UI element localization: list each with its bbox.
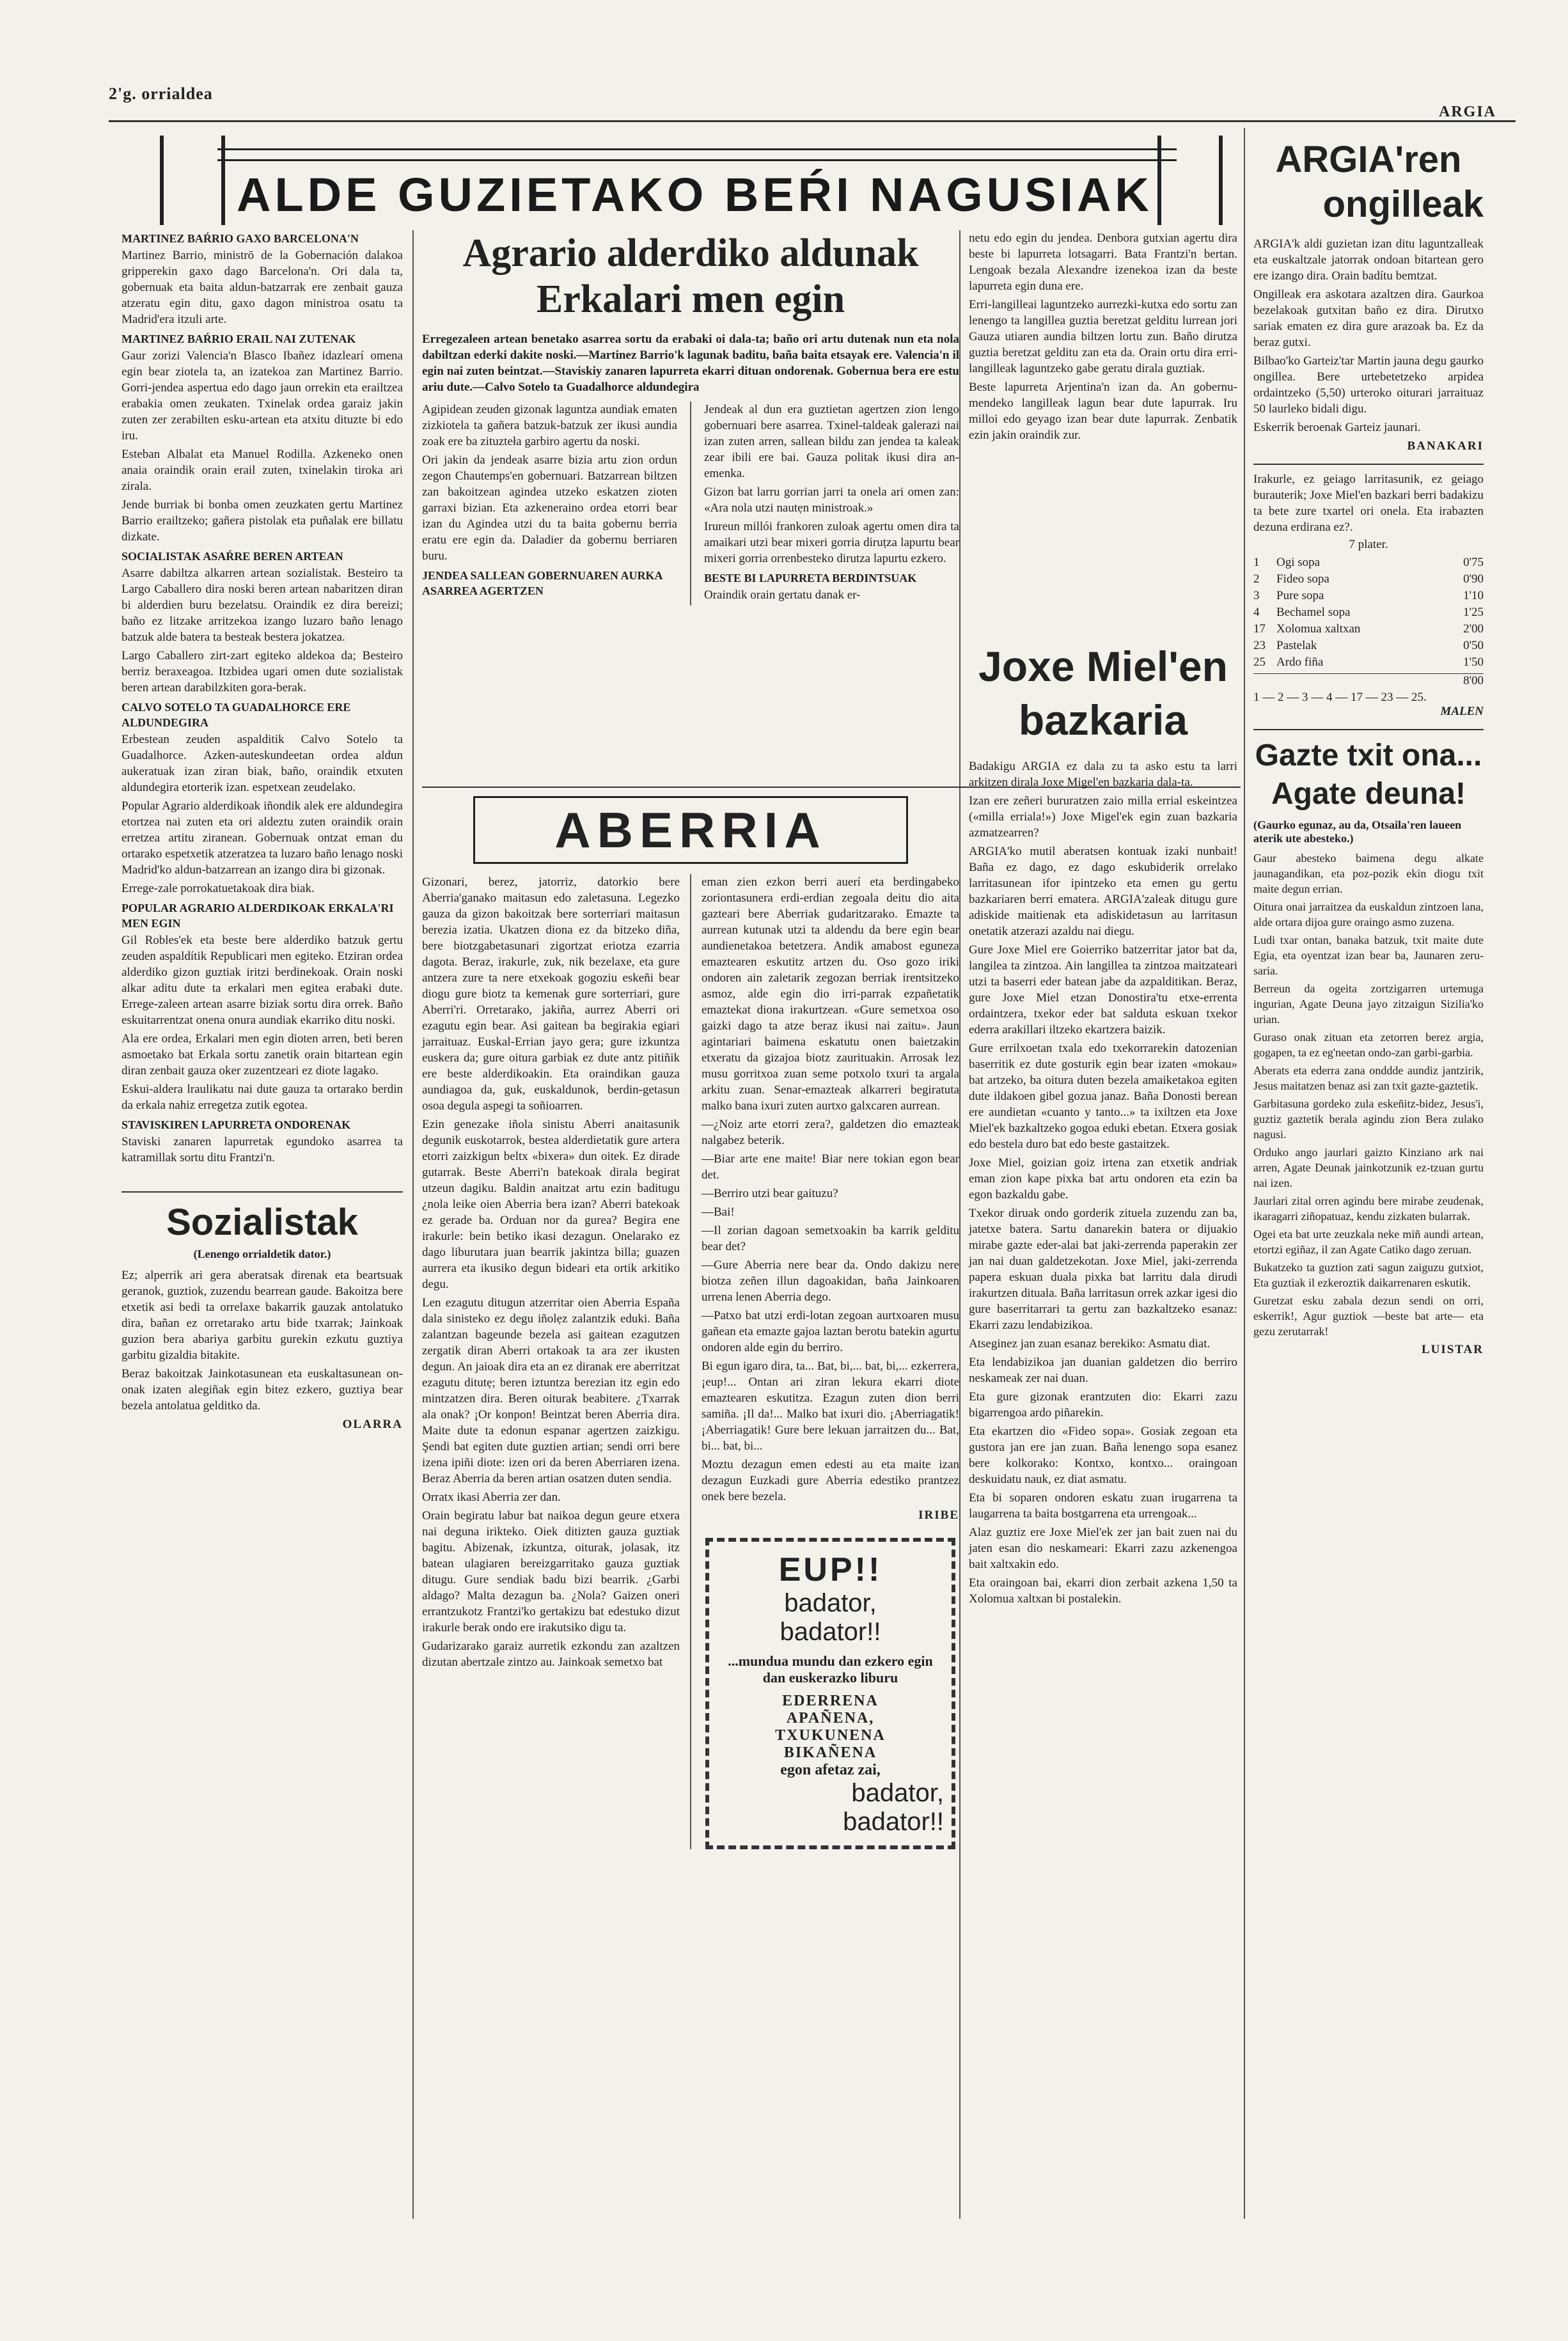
ad-line: badator, (851, 1779, 944, 1807)
verse: Oitura onai jarraitzea da euskaldun zintzoen lana, alde ortara dijoa gure oraingo asmo zuzena. (1253, 900, 1484, 928)
heading-popular-agrario: POPULAR AGRARIO ALDERDIKOAK ERKALA'RI MEN EGIN (122, 902, 394, 930)
aberria-columns (422, 874, 959, 1849)
column-4-top (969, 230, 1237, 446)
verse: Berreun da ogeita zortzigarren urtemuga ingurian, Agate Deuna jayo zitzaigun Sizilia'ko urian. (1253, 982, 1484, 1026)
menu-title: 7 plater. (1349, 538, 1388, 551)
menu-total: 8'00 (1253, 673, 1484, 688)
paragraph: Eskerrik beroenak Garteiz jaunari. (1253, 421, 1421, 434)
paragraph: —Biar arte ene maite! Biar nere tokian egon bear det. (702, 1152, 959, 1182)
paragraph: Orratx ikasi Aberria zer dan. (422, 1491, 561, 1504)
sozialistak-title: Sozialistak (166, 1202, 358, 1243)
menu-price: 2'00 (1463, 622, 1484, 636)
paragraph: Bilbao'ko Garteiz'tar Martin jauna degu gaurko ongillea. Bere urtebetetzeko arpidea ordaintzeko (5,50) urteroko oiturari jarraituaz 50 laurleko bidali digu. (1253, 354, 1484, 416)
agrario-right (704, 402, 959, 606)
joxe-miel-article (969, 639, 1237, 1609)
aberria-col-1 (422, 874, 680, 1849)
page-label: 2'g. orrialdea (109, 84, 213, 103)
paragraph: Jende burriak bi bonba omen zeuzkaten gertu Martinez Barrio erailtzeko; gañera pistolak eta puñalak ere billatu dizkate. (122, 498, 403, 544)
column-1 (122, 227, 403, 1432)
menu-num: 2 (1253, 572, 1260, 586)
agrario-title-1: Agrario alderdiko aldunak (462, 231, 919, 275)
aberria-article (422, 796, 959, 1849)
paragraph: eman zien ezkon berri auerí eta berdingabeko zoriontasunera erdi-erdian zegoala deitu dio aita gazteari bere Aberriak gudaritzarako. Emazte ta aurrean kutunak utzi ta aldendu da bere egin bear aundienetakoa betetzera. Andik amabost eguneza emaztearen eskutitz artzen du. Oso gozo iriki ondoren ain zaletarik zegozan berriak irentsitzeko asmoz, alde egin dio irri-parrak ezpañetatik emaztekat diona irakurtzean. «Gure semetxoa oso gaizki dago ta atze beraz ikusi nai zaitu». Jaun agintariari baimena eskatutu onen baietzakin etxeratu da gizajoa biotz zaurituakin. Arrosak lez musu gorritxoa zuan seme potxolo txuri ta argala arkitu zuan. Senar-emazteak alkarreri begiratuta malko bana ixuri zuten aurtxo galxcaren aurrean. (702, 875, 959, 1113)
paragraph: Staviski zanaren lapurretak egundoko asarrea ta katramillak sortu ditu Frantzi'n. (122, 1135, 403, 1164)
paragraph: —Patxo bat utzi erdi-lotan zegoan aurtxoaren musu gañean eta emazte gajoa laztan berotu batekin agurtu ondoren alde egin du berriro. (702, 1309, 959, 1354)
ad-body: ...mundua mundu dan ezkero egin dan euskerazko liburu (728, 1653, 933, 1686)
menu-num: 23 (1253, 639, 1266, 652)
paragraph: Eta lendabizikoa jan duanian galdetzen dio berriro neskameak zer nai duan. (969, 1356, 1237, 1385)
banner-lines (217, 148, 1177, 161)
menu-item-name: Pastelak (1276, 639, 1317, 652)
column-rule (1244, 128, 1245, 2219)
paragraph: Ezin genezake iñola sinistu Aberri anaitasunik degunik euskotarrok, bestea alderdietatik gure artera etorri zaizkigun beltx «bixera» dun oitek. Ez dirade gutarrak. Beste Aberri'n batekoak dirala begirat utzeun dagiku. Baldin anaitzat artu ezin baditugu ¿nola leike oien Aberria bera izan? Aberri batekoak ez gerade ba. Orduan nor da gurea? Begira ene irakurle: bein betiko ikasi dezagun. Onelarako ez dago liburutara juan bearrik jakintza billa; guazen aurrera eta ikusiko degun bideari eta ortik arkitiko degu. (422, 1118, 680, 1291)
banner-ornament-right-icon (1157, 136, 1223, 225)
menu-price: 1'50 (1463, 655, 1484, 669)
eup-advert (705, 1538, 955, 1849)
paragraph: Joxe Miel, goizian goiz irtena zan etxetik andriak eman zion kape pixka bat artu ondoren eta ezin ba egon bazkaldu gabe. (969, 1156, 1237, 1202)
paragraph: Gizon bat larru gorrian jarri ta onela ari omen zan: «Ara nola utzi nautẹn ministroak.» (704, 485, 959, 515)
paragraph: —Bai! (702, 1205, 735, 1219)
signature: OLARRA (342, 1418, 403, 1431)
paragraph: Ez; alperrik ari gera aberatsak direnak eta beartsuak geranok, guztiok, zuzendu bearrean gaude. Bakoitza bere etxetik asi bedi ta orrelaxe bakarrik gauzak antolatuko dira, bañan ez orretarako artu bide txarrak; Jainkoak guzion bera abariya garbitu gurekin ezkutu guztiya garbitu gizaldia bitakite. (122, 1269, 403, 1362)
heading-beste-bi: BESTE BI LAPURRETA BERDINTSUAK (704, 572, 917, 584)
aberria-title: ABERRIA (473, 796, 908, 864)
menu-seq: 1 — 2 — 3 — 4 — 17 — 23 — 25. (1253, 691, 1427, 704)
heading-martinez-erail: MARTINEZ BAŔRIO ERAIL NAI ZUTENAK (122, 333, 356, 345)
paragraph: ARGIA'ko mutil aberatsen kontuak izaki nunbait! Baña ez dago, ez dago eskubiderik orrelako larritasunean ifor ipintzeko eta emen gu gertu bazkariaren berri ematera. ARGIA'zaleak ditugu gure adiskide maitienak eta adiskidetasun au larritasun onetatik atzerazi azaldu nai diegu. (969, 845, 1237, 938)
ongilleak-title-2: ongilleak (1322, 184, 1484, 225)
verse: Guretzat esku zabala dezun sendi on orri, eskerrik!, Agur guztiok —beste bat arte— eta gezu zerutarrak! (1253, 1294, 1484, 1338)
paragraph: Ala ere ordea, Erkalari men egin dioten arren, beti beren asmoetako bat Erkala sortu zanetik orain bitartean egin diran zenbait gauza oker zuzentzeari ez diote lagako. (122, 1032, 403, 1077)
menu-item-name: Ardo fiña (1276, 655, 1324, 669)
menu-item-name: Xolomua xaltxan (1276, 622, 1361, 636)
aberria-col-2 (702, 874, 959, 1849)
header-rule (109, 120, 1516, 122)
verse: Ludi txar ontan, banaka batzuk, txit maite dute Egia, eta oyentzat izan bear ba, Jaunaren zeru-saria. (1253, 934, 1484, 977)
paragraph: —Berriro utzi bear gaituzu? (702, 1187, 838, 1200)
menu-row (1253, 604, 1484, 621)
ad-line: EDERRENA (782, 1693, 879, 1709)
verse: Gaur abesteko baimena degu alkate jaunagandikan, eta poz-pozik ekin diogu txit maite degun errian. (1253, 852, 1484, 895)
paragraph: Ori jakin da jendeak asarre bizia artu zion ordun zegon Chautemps'en gobernuari. Batzarrean biltzen zan bakoitzean agindea utzeko eskatzen zioten garraxi bizian. Eta azkeneraino ordea etorri bear izan du Agindea utzi du ta baita gobernu berria eratu ere egin da. Daladier da gobernu berriaren buru. (422, 453, 677, 563)
paragraph: Errege-zale porrokatuetakoak dira biak. (122, 882, 315, 895)
ad-line: badator, (784, 1589, 877, 1617)
paragraph: Irakurle, ez geiago larritasunik, ez geiago burauterik; Joxe Miel'en bazkari berri badakizu ta bete zure txartel ori onela. Eta irabazten dezuna erdirana ez?. (1253, 473, 1484, 534)
heading-calvo-sotelo: CALVO SOTELO TA GUADALHORCE ERE ALDUNDEGIRA (122, 701, 351, 729)
menu-price: 0'50 (1463, 639, 1484, 652)
paragraph: Erbestean zeuden aspalditik Calvo Sotelo ta Guadalhorce. Azken-auteskundeetan ordea aldun aukeratuak izan ziran biak, baño, oraindik etxuten aldundegira etorterik izan. espetxean zeudelako. (122, 733, 403, 794)
ad-line: TXUKUNENA (775, 1727, 886, 1744)
sozialistak-subtitle: (Lenengo orrialdetik dator.) (193, 1248, 331, 1260)
paragraph: Esteban Albalat eta Manuel Rodilla. Azkeneko onen anaia oraindik orain erail zuten, txinelakin tiroka ari zirala. (122, 448, 403, 493)
paragraph: Beraz bakoitzak Jainkotasunean eta euskaltasunean on-onak izaten alegiñak egin bitez ezkero, guztiya bear bezela antolatua gelditko da. (122, 1367, 403, 1413)
column-rule (690, 874, 691, 1849)
paragraph: Popular Agrario alderdikoak iñondik alek ere aldundegira etortzea nai zuten eta ori aldeztu zuten oraindik orain erretzea artitu ziranean. Gobernuak ontzat eman du ortarako espetxetik atzeratzea ta luzaro baño lenago noski Madrid'ko aldun-batzarrean an izango dira bi gizonak. (122, 799, 403, 877)
joxe-title-1: Joxe Miel'en (978, 643, 1228, 690)
ad-line: egon afetaz zai, (780, 1762, 881, 1778)
paragraph: Ongilleak era askotara azaltzen dira. Gaurkoa bezelakoak gutxitan baño ez dira. Dirutxo sariak ematen ez dira gure arazoak ba. Ez da beraz gutxi. (1253, 288, 1484, 349)
paragraph: ARGIA'k aldi guzietan izan ditu laguntzalleak eta euskaltzale jatorrak ondoan bitartean gero ere izango dira. Orain badítu bemtzat. (1253, 237, 1484, 283)
menu-price: 0'75 (1463, 556, 1484, 569)
paragraph: Izan ere zeñeri bururatzen zaio milla errial eskeintzea («milla erriala!») Joxe Migel'ek egin zuan bazkaria azmatzearren? (969, 794, 1237, 840)
paragraph: Eta gure gizonak erantzuten dio: Ekarri zazu bigarrengoa ardo piñarekin. (969, 1390, 1237, 1420)
paragraph: Beste lapurreta Arjentina'n izan da. An gobernu-mendeko langilleak lagun bear dute lapurrak. Iru milloi edo geyago izan bear dute lapurrak. Zenbatik ezin jakin oraindik zur. (969, 380, 1237, 442)
paragraph: Asarre dabiltza alkarren artean sozialistak. Besteiro ta Largo Caballero dira noski beren artean nabaritzen diran bi alderdien buru bezelatsu. Oraindik ez dira bereizi; baño ez litzake arritzekoa izango luzaro baño lenago batzuk alde batera ta besteak bestera jokatzea. (122, 567, 403, 644)
sozialistak-box (122, 1191, 403, 1432)
paragraph: Gure errilxoetan txala edo txekorrarekin datozenian baserritik ez dute gosturik egin bear izaten «mokau» bat artzeko, ba oitura duten bezela amaiketakoa egiten dute ildakoen gibel gozua janaz. Baña Donosti berean ere aundietan «cuanto y tanto...» ta ixiltzen eta Joxe Miel'ek bazkaltzeko gogoa eduki ebetan. Etxera gosiak edo bestela duro bat edo beste gastaitzek. (969, 1042, 1237, 1151)
gazte-subtitle: (Gaurko egunaz, au da, Otsaila'ren laueen aterik ute abesteko.) (1253, 818, 1462, 845)
menu-row (1253, 588, 1484, 604)
paragraph: —Gure Aberria nere bear da. Ondo dakizu nere biotza zeñen illun dagoakidan, baña Jainkoaren urrena lenen Aberria dego. (702, 1258, 959, 1304)
ad-line: BIKAÑENA (783, 1744, 877, 1761)
joxe-title-2: bazkaria (1018, 696, 1188, 744)
heading-martinez-gaxo: MARTINEZ BAŔRIO GAXO BARCELONA'N (122, 232, 359, 245)
ad-title: EUP!! (778, 1551, 882, 1588)
paragraph: Bi egun igaro dira, ta... Bat, bi,... bat, bi,... ezkerrera, ¡eup!... Ontan ari ziran lekura ekarri diote emaztearen eskutitza. Ezagun zuten dion berri samiña. ¡Il da!... Malko bat ixuri dio. ¡Aberriagatik! ¡Aberriagatik! Gure bere lekuan jarraitzen du... Bat, bi... bat, bi... (702, 1359, 959, 1453)
agrario-lead: Erregezaleen artean benetako asarrea sortu da erabaki oi dala-ta; baño ori artu dutenak nun eta nola dabiltzan ederki dakite noski.—Martinez Barrio'k lagunak baditu, baña baita etsayak ere. Valencia'n il egin nai zuten beintzat.—Staviskiy zanaren lapurreta ekarri dituan ondorenak. Gobernua bera ere estu ariu dute.—Calvo Sotelo ta Guadalhorce aldundegira (422, 333, 959, 394)
menu-item-name: Pure sopa (1276, 589, 1324, 602)
paragraph: Martinez Barrio, ministrō de la Gobernación dalakoa gripperekin gaxo dago Barcelona'n. Ori dala ta, gobernuak eta baita aldun-batzarrak ere zenbait gauza atzeratu egin ditu, gaxo dagon ministroa osatu ta Madrid'era itzuli arte. (122, 249, 403, 326)
paragraph: Len ezagutu ditugun atzerritar oien Aberria España dala sinisteko ez degu iñolẹz zalantzik eduki. Baña zalantzan bageunde bezela asi gaitean ezagutzen zergatik diran Aberri ortakoak ta ara zer ikusten degun. An jaioak dira eta an ez diranak ere aberritzat ezagutu ditutẹ; beren iztuntza berezian itz egin edo mintzatzen dira. Beren oiturak beabitere. ¿Txarrak ala onak? ¡Or konpon! Beintzat beren Aberria dira. Maite dute ta edonun espanar agertzen zaizkigu. Şendi bat egiten dute guztien artian; sendi orri bere izena ipiñi diote: izen ori da beren Aberriaren izena. Beraz Aberria da beren artian osatzen duten sendia. (422, 1296, 680, 1485)
gazte-title-1: Gazte txit ona... (1255, 739, 1482, 772)
paragraph: —¿Noiz arte etorri zera?, galdetzen dio emazteak nalgabez beterik. (702, 1118, 959, 1147)
paragraph: Orain begiratu labur bat naikoa degun geure etxera nai deguna irikteko. Oiek ditizten gauza guztiak bagitu. Abizenak, izkuntza, oiturak, jolasak, itz batean ulagiaren bereizgarritako gauza guztiak ditugu. Gure sendiak badu bizi bearrik. ¿Garbi aldago? Malta dezagun ba. ¿Nola? Gaizen oneri errantzukotz Frantzi'ko gertakizu bat edestuko dizut irakurle berak ondo ere irakutsiko digu ta. (422, 1509, 680, 1634)
paragraph: Moztu dezagun emen edesti au eta maite izan dezagun Euzkadi gure Aberria edestiko prantzez onek bere bezela. (702, 1458, 959, 1503)
paragraph: Agipidean zeuden gizonak laguntza aundiak ematen zizkiotela ta gañera batzuk-batzuk zer ikusi aundia zoak ere ba zituzteła garbiro agertu da noski. (422, 403, 677, 448)
heading-socialistak: SOCIALISTAK ASAŔRE BEREN ARTEAN (122, 550, 343, 563)
paragraph: Irureun millói frankoren zuloak agertu omen dira ta amaikari utzi bear mixeri gorria diruṭza lapurtu bear mixeri gorria orrenbesteko dirutza lapurtu ezkero. (704, 520, 959, 565)
banner-title: ALDE GUZIETAKO BEŔI NAGUSIAK (237, 168, 1153, 221)
signature: IRIBE (918, 1508, 959, 1522)
ad-line: badator!! (843, 1808, 944, 1836)
ongilleak-title-1: ARGIA'ren (1275, 139, 1462, 180)
ad-line: APAÑENA, (786, 1710, 875, 1726)
heading-staviski: STAVISKIREN LAPURRETA ONDORENAK (122, 1118, 351, 1131)
paragraph: Largo Caballero zirt-zart egiteko aldekoa da; Besteiro berriz beraxeagoa. Itzbidea ugari omen dute sozialistak beren artean darabilzkiten gora-berak. (122, 649, 403, 694)
verse: Aberats eta ederra zana onddde aundiz jantzirik, Jesus maitatzen benaz asi zan txit gazte-gaztetik. (1253, 1064, 1484, 1092)
paragraph: Txekor diruak ondo gorderik zituela zuzendu zan ba, jatetxe batera. Sartu danarekin batera or dijuakio mirabe gazte eder-alai bat jaki-zerrenda paperakin zer jan nai duan galdetzekotan. Joxe Miel, jaki-zerrenda papera eskuan duala pixka bat larritu dala dirudi irakurtzen dituala. Baña larritasun orrek azkar igesi dio gure baserritarrari ta gertu zan bazkaltzeko esanaz: Ekarri zazu lendabizikoa. (969, 1207, 1237, 1332)
paragraph: Eta ekartzen dio «Fideo sopa». Gosiak zegoan eta gustora jan ere jan zuan. Baña lenengo sopa esanez bere kolkorako: Kontxo, kontxo... oraingoan deskuidatu nauk, ez diat asmatu. (969, 1425, 1237, 1486)
menu-row (1253, 554, 1484, 571)
divider (1253, 729, 1484, 730)
paragraph: Eta oraingoan bai, ekarri dion zerbait azkena 1,50 ta Xolomua xaltxan bi postalekin. (969, 1576, 1237, 1606)
paragraph: —Il zorian dagoan semetxoakin ba karrik gelditu bear det? (702, 1224, 959, 1253)
agrario-article (422, 230, 959, 606)
signature: MALEN (1440, 705, 1484, 718)
paper-name: ARGIA (1439, 104, 1497, 120)
column-rule (412, 230, 414, 2219)
verse: Guraso onak zituan eta zetorren berez argia, gogapen, ta ez eg'neetan ondo-zan garbi-garbia. (1253, 1031, 1484, 1059)
verse: Orduko ango jaurlari gaizto Kinziano ark nai arren, Agate Deunak jainkotzunik ez-tzuan gurtu nai izen. (1253, 1146, 1484, 1189)
paragraph: Jendeak al dun era guztietan agertzen zion lengo gobernuari bere asarrea. Txinel-taldeak galerazi nai izan zuten arren, sallean bildu zan jendea ta kaleak zear ibili ere bai. Gauza politak ikusi dira an-emenka. (704, 403, 959, 480)
gazte-title-2: Agate deuna! (1271, 777, 1466, 811)
banner-ornament-left-icon (160, 136, 225, 225)
signature: BANAKARI (1407, 439, 1484, 453)
verse: Bukatzeko ta guztion zati sagun zaiguzu gutxiot, Eta guztiak il ezkeroztik daikarrenaren eskutik. (1253, 1261, 1484, 1289)
menu-num: 4 (1253, 606, 1260, 619)
paragraph: Eskui-aldera lraulikatu nai dute gauza ta ortarako berdin da erkala nahiz erregetza zutik egotea. (122, 1083, 403, 1112)
menu-price: 0'90 (1463, 572, 1484, 586)
verse: Ogei eta bat urte zeuzkala neke miñ aundi artean, etortzi egiñaz, il zan Agate Catiko dago zeruan. (1253, 1228, 1484, 1256)
paragraph: netu edo egin du jendea. Denbora gutxian agertu dira beste bi lapurreta lotsagarri. Bata Frantzi'n bertan. Lengoak bezala Alexandre izenekoa izan da beste lapurreta egin duna ere. (969, 231, 1237, 293)
menu-num: 1 (1253, 556, 1260, 569)
paragraph: Eta bi soparen ondoren eskatu zuan irugarrena ta laugarrena ta baita bostgarrena eta urrengoak... (969, 1491, 1237, 1521)
heading-jendea: JENDEA SALLEAN GOBERNUAREN AURKA ASARREA AGERTZEN (422, 569, 662, 597)
paragraph: Oraindik orain gertatu danak er- (704, 588, 861, 602)
signature: LUISTAR (1421, 1343, 1484, 1356)
banner (147, 136, 1221, 225)
right-column (1253, 137, 1484, 1357)
verse: Garbitasuna gordeko zula eskeñitz-bidez, Jesus'i, guztiz gaztetik berala agindu zion Bera zulako nagusi. (1253, 1097, 1484, 1141)
paragraph: Gaur zorizi Valencia'n Blasco Ibañez idazlearí omena egin bear ziotela ta, an izatekoa zan Martinez Barrio. Gorri-jendea aspertua edo dago jaun orrekin eta erailtzea erabakia omen zeukaten. Txinelak ordea garaiz jakin zuten zer zerabilten esku-artean eta atxitu dituzte bi edo iru. (122, 349, 403, 442)
column-rule (959, 230, 960, 2219)
verse: Jaurlari zital orren agindu bere mirabe zeudenak, ikaragarri ziñopatuaz, kendu zizkaten bularrak. (1253, 1194, 1484, 1223)
divider (1253, 464, 1484, 465)
paragraph: Atseginez jan zuan esanaz berekiko: Asmatu diat. (969, 1337, 1211, 1351)
menu-num: 25 (1253, 655, 1266, 669)
paragraph: Gizonari, berez, jatorriz, datorkio bere Aberria'ganako maitasun edo zaletasuna. Legezko gauza da gizon bakoitzak bere sorterriari maitasun berezia izatia. Ukatzen diona ez da bitzeko diña, bere biotzgabetasunari zigortzat eriotza ezarria dagota. Beraz, irakurle, zuk, nik bezelaxe, eta gure antzera zure ta nere etxekoak gogoziu eskeñi bear diogu gure biotz ta kemenak gure sorterriari, gure Aberri'ri. Orretarako, jakiña, aurrez Aberri ori ezagutu egin bear. Asi gaitean ba begirakia egiari jarraituaz. Euskal-Errian jayo gera; gure izkuntza euskera da; gure oitura garbiak ez dute antz pitiñik ere beste alderdikoakin. Eta oraindikan gauza aundiagoa da, guk, euskaldunok, berdin-getasun osoa degula aspegi ta soñioarren. (422, 875, 680, 1113)
paragraph: Gudarizarako garaiz aurretik ezkondu zan azaltzen dizutan abertzale zintzo au. Jainkoak semetxo bat (422, 1640, 680, 1669)
menu-list (1253, 554, 1484, 671)
agrario-left (422, 402, 677, 606)
paragraph: Erri-langilleai laguntzeko aurrezki-kutxa edo sortu zan lenengo ta langillea guztia beretzat gelditu lurrean jori Gauza utiaren aundia biltzen lortu zun. Baño dirutza guztia beretzat gelditu zan eta da. Orain ortu dira erri-langilleak laguntzeko gabe geratu dirala guztiak. (969, 298, 1237, 375)
ad-line: badator!! (780, 1618, 881, 1646)
menu-row (1253, 621, 1484, 638)
menu-row (1253, 638, 1484, 654)
paragraph: Gil Robles'ek eta beste bere alderdiko batzuk gertu zeuden aspaldítik Republicari men egiteko. Etziran ordea alderdiko gizon guztiak iritzi berdinekoak. Orain noski alkar aditu dute ta erkalari men egitea erabaki dute. Errege-zaleen artean asarre biziak sortu dira orrek. Baño eskuitarrentzat onena onura aundiak ekarriko ditu noski. (122, 934, 403, 1027)
paragraph: Badakigu ARGIA ez dala zu ta asko estu ta larri arkitzen dirala Joxe Migel'en bazkaria dala-ta. (969, 760, 1237, 789)
menu-price: 1'10 (1463, 589, 1484, 602)
paragraph: Alaz guztiz ere Joxe Miel'ek zer jan bait zuen nai du jaten esan dio neskameari: Ekarri zazu azkenengoa bait xaltxakin edo. (969, 1526, 1237, 1571)
paragraph: Gure Joxe Miel ere Goierriko batzerritar jator bat da, langilea ta zintzoa. Ain langillea ta zintzoa maitzateari utzi ta baserri eder batean jabe da azpalditikan. Beraz, gure Joxe Miel etzan Donostira'tu etxe-errenta ordaintzera, txekor eder bat salduta eskuan txekor ederra arakillari iltzeko ekartzera baizik. (969, 943, 1237, 1037)
menu-row (1253, 571, 1484, 588)
menu-num: 17 (1253, 622, 1266, 636)
menu-item-name: Fideo sopa (1276, 572, 1329, 586)
menu-row (1253, 654, 1484, 671)
menu-item-name: Ogi sopa (1276, 556, 1321, 569)
column-rule (690, 402, 691, 606)
agrario-columns (422, 402, 959, 606)
menu-price: 1'25 (1463, 606, 1484, 619)
agrario-title-2: Erkalari men egin (536, 278, 845, 321)
menu-num: 3 (1253, 589, 1260, 602)
menu-item-name: Bechamel sopa (1276, 606, 1351, 619)
